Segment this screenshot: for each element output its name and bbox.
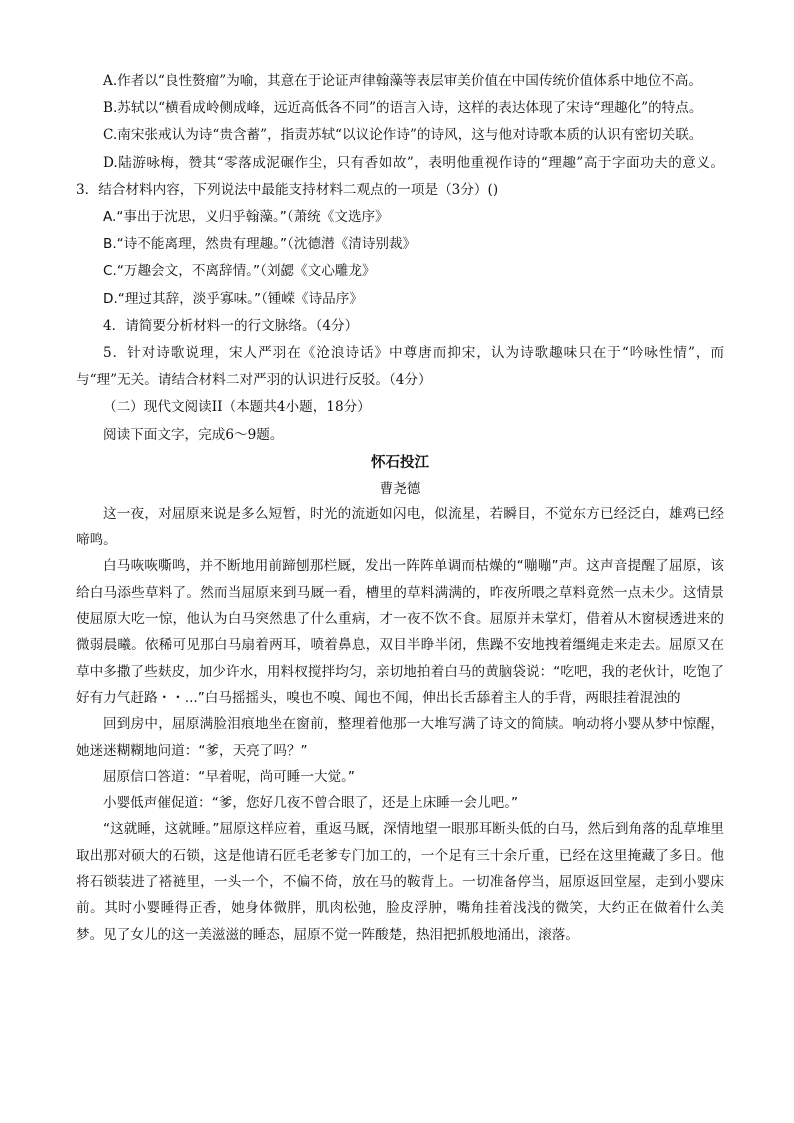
option-c: C.南宋张戒认为诗“贵含蓄”，指责苏轼“以议论作诗”的诗风，这与他对诗歌本质的认识有密切关联。 bbox=[103, 127, 703, 144]
story-author: 曹尧德 bbox=[379, 480, 421, 497]
story-paragraph: 这一夜，对屈原来说是多么短暂，时光的流逝如闪电，似流星，若瞬目，不觉东方已经泛白，雄鸡已经啼鸣。 bbox=[76, 505, 724, 549]
story-paragraph: 白马咴咴嘶鸣，并不断地用前蹄刨那栏厩，发出一阵阵单调而枯燥的“嘣嘣”声。这声音提醒了屈原，该给白马添些草料了。然而当屈原来到马厩一看，槽里的草料满满的，昨夜所喂之草料竟然一点未少。这情景使屈原大吃一惊，他认为白马突然患了什么重病，才一夜不饮不食。屈原并未掌灯，借着从木窗棂透进来的微弱晨曦。依稀可见那白马扇着两耳，喷着鼻息，双目半睁半闭，焦躁不安地拽着缰绳走来走去。屈原又在草中多撒了些麸皮，加少许水，用料杈搅拌均匀，亲切地拍着白马的黄脑袋说：“吃吧，我的老伙计，吃饱了好有力气赶路・・...”白马摇摇头，嗅也不嗅、闻也不闻，伸出长舌舔着主人的手背，两眼挂着混浊的 bbox=[76, 558, 724, 706]
option-d: D.陆游咏梅，赞其“零落成泥碾作尘，只有香如故”，表明他重视作诗的“理趣”高于字面功夫的意义。3．结合材料内容，下列说法中最能支持材料二观点的一项是（3分）() bbox=[76, 154, 724, 198]
q3-option-d: D.“理过其辞，淡乎寡味。”（锺嵘《诗品序》 bbox=[103, 290, 363, 307]
story-paragraph: 回到房中，屈原满脸泪痕地坐在窗前，整理着他那一大堆写满了诗文的简牍。响动将小婴从梦中惊醒，她迷迷糊糊地问道：“爹，天亮了吗？” bbox=[76, 716, 724, 759]
option-a: A.作者以“良性赘瘤”为喻，其意在于论证声律翰藻等表层审美价值在中国传统价值体系中地位不高。 bbox=[103, 73, 702, 89]
section-heading: （二）现代文阅读II（本题共4小题，18分） bbox=[103, 399, 371, 416]
story-paragraph: 屈原信口答道：“早着呢，尚可睡一大觉。” bbox=[103, 768, 355, 785]
question-4: 4．请简要分析材料一的行文脉络。（4分） bbox=[103, 317, 359, 334]
story-paragraph: “这就睡，这就睡。”屈原这样应着，重返马厩，深情地望一眼那耳断头低的白马，然后到角落的乱草堆里取出那对硕大的石锁，这是他请石匠毛老爹专门加工的，一个足有三十余斤重，已经在这里掩藏了多日。他将石锁装进了褡裢里，一头一个，不偏不倚，放在马的鞍背上。一切准备停当，屈原返回堂屋，走到小婴床前。其时小婴睡得正香，她身体微胖，肌肉松弛，脸皮浮肿，嘴角挂着浅浅的微笑，大约正在做着什么美梦。见了女儿的这一美滋滋的睡态，屈原不觉一阵酸楚，热泪把抓般地涌出，滚落。 bbox=[76, 821, 724, 943]
q3-option-c: C.“万趣会文，不离辞情。”（刘勰《文心雕龙》 bbox=[103, 263, 376, 280]
document-page bbox=[76, 68, 724, 948]
story bbox=[76, 449, 724, 948]
q3-option-a: A.“事出于沈思，义归乎翰藻。”（萧统《文选序》 bbox=[103, 209, 389, 226]
option-b: B.苏轼以“横看成岭侧成峰，远近高低各不同”的语言入诗，这样的表达体现了宋诗“理趣化”的特点。 bbox=[103, 100, 703, 117]
story-paragraph: 小婴低声催促道：“爹，您好几夜不曾合眼了，还是上床睡一会儿吧。” bbox=[103, 795, 519, 812]
q3-option-b: B.“诗不能离理，然贵有理趣。”（沈德潜《清诗别裁》 bbox=[103, 236, 417, 253]
story-title: 怀石投江 bbox=[371, 454, 429, 471]
reading-instruction: 阅读下面文字，完成6～9题。 bbox=[103, 426, 284, 443]
question-5: 5．针对诗歌说理，宋人严羽在《沧浪诗话》中尊唐而抑宋，认为诗歌趣味只在于“吟咏性情”，而与“理”无关。请结合材料二对严羽的认识进行反驳。（4分） bbox=[76, 345, 724, 389]
